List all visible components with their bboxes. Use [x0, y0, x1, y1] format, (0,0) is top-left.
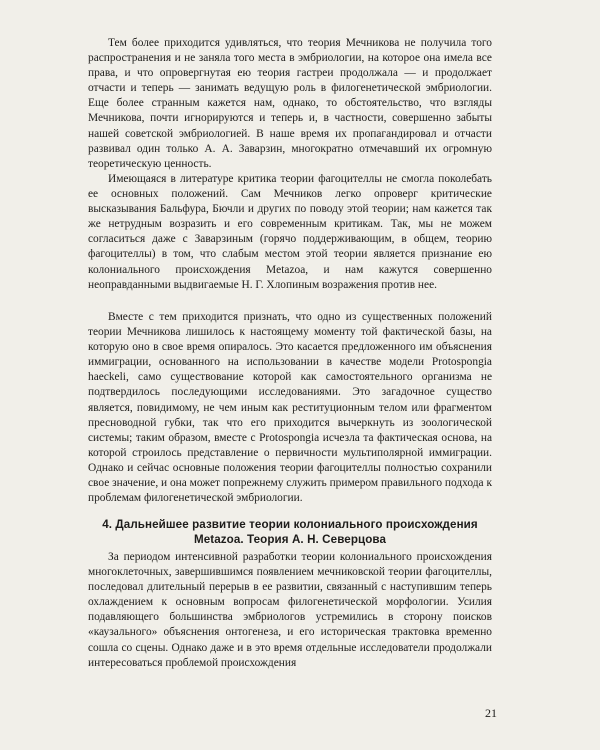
paragraph-protospongia: [88, 310, 492, 506]
paragraph-text: Тем более приходится удивляться, что теория Мечникова не получила того распространения и не заняла того места в эмбриологии, на которое она имела все права, и что опровергнутая ею теория гастреи продолжала — и продолжает отчасти и теперь — занимать ведущую роль в филогенетической эмбриологии. Еще более странным кажется нам, однако, то обстоятельство, что взгляды Мечникова, почти игнорируются и теперь и, в частности, совершенно забыты нашей советской эмбриологией. В наше время их пропагандировал и отчасти развивал один только А. А. Заварзин, многократно отмечавший их огромную теоретическую ценность.: [88, 37, 492, 170]
paragraph-text: За периодом интенсивной разработки теории колониального происхождения многоклеточных, завершившимся появлением мечниковской теории фагоцителлы, последовал длительный перерыв в ее развитии, связанный с наступившим теперь охлаждением к основным вопросам филогенетической морфологии. Усилия подавляющего большинства эмбриологов устремились в сторону поисков «каузального» объяснения онтогенеза, и его историческая трактовка временно сошла со сцены. Однако даже и в это время отдельные исследователи продолжали интересоваться проблемой происхождения: [88, 551, 492, 669]
paragraph-later-period: [88, 550, 492, 671]
section-heading: 4. Дальнейшее развитие теории колониального происхождения Metazoa. Теория А. Н. Северцова: [102, 518, 478, 546]
paragraph-criticism: [88, 172, 492, 293]
paragraph-text: Вместе с тем приходится признать, что одно из существенных положений теории Мечникова лишилось к настоящему моменту той фактической базы, на которую оно в свое время опиралось. Это касается предложенного им объяснения иммиграции, основанного на использовании в качестве модели Protospongia haeckeli, само существование которой как самостоятельного организма не подтвердилось последующими исследованиями. Это загадочное существо является, повидимому, не чем иным как реституционным телом или фрагментом пресноводной губки, так что его приходится вычеркнуть из зоологической системы; таким образом, вместе с Protospongia исчезла та фактическая основа, на которой строилось представление о первичности мультиполярной иммиграции. Однако и сейчас основные положения теории фагоцителлы полностью сохранили свое значение, и она может попрежнему служить примером правильного подхода к проблемам филогенетической эмбриологии.: [88, 311, 492, 505]
paragraph-mechnikov-neglect: [88, 36, 492, 172]
page-number: 21: [485, 706, 497, 720]
paragraph-text: Имеющаяся в литературе критика теории фагоцителлы не смогла поколебать ее основных положений. Сам Мечников легко опроверг критические высказывания Бальфура, Бючли и других по поводу этой теории; нам кажется так же нетрудным возразить и его современным критикам. Так, мы не можем согласиться даже с Заварзиным (горячо поддерживающим, в общем, теорию фагоцителлы) в том, что слабым местом этой теории является признание ею колониального происхождения Metazoa, и нам кажутся совершенно неоправданными выдвигаемые Н. Г. Хлопиным возражения против нее.: [88, 173, 492, 291]
